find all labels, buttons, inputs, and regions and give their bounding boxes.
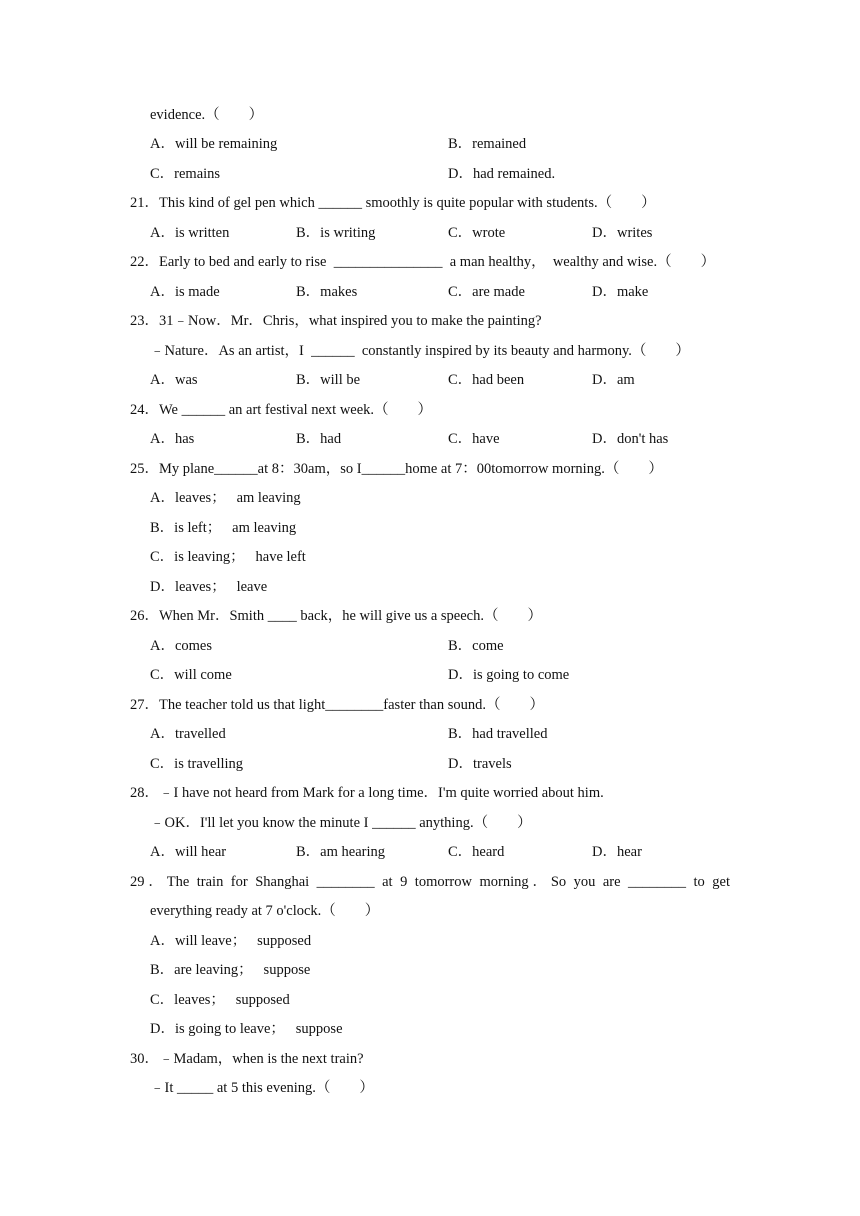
- q24-option-a[interactable]: A．has: [150, 431, 195, 447]
- q21-option-b[interactable]: B．is writing: [296, 225, 376, 241]
- q25-option-a[interactable]: A．leaves； am leaving: [150, 490, 301, 506]
- q30-stem: 30．﹣Madam，when is the next train?: [130, 1051, 364, 1067]
- q27-stem: 27．The teacher told us that light________faster than sound.（ ）: [130, 697, 544, 713]
- q23-stem-line2: ﹣Nature．As an artist，I ______ constantly inspired by its beauty and harmony.（ ）: [150, 343, 690, 359]
- q26-option-b[interactable]: B．come: [448, 638, 504, 654]
- q21-option-c[interactable]: C．wrote: [448, 225, 506, 241]
- q23-option-d[interactable]: D．am: [592, 372, 635, 388]
- q21-stem: 21．This kind of gel pen which ______ smoothly is quite popular with students.（ ）: [130, 195, 656, 211]
- q24-option-c[interactable]: C．have: [448, 431, 500, 447]
- q20-option-b[interactable]: B．remained: [448, 136, 527, 152]
- q27-option-a[interactable]: A．travelled: [150, 726, 226, 742]
- q28-stem: 28．﹣I have not heard from Mark for a long time．I'm quite worried about him.: [130, 785, 604, 801]
- q28-stem-line2: ﹣OK．I'll let you know the minute I ______ anything.（ ）: [150, 815, 532, 831]
- q24-option-d[interactable]: D．don't has: [592, 431, 669, 447]
- q26-option-a[interactable]: A．comes: [150, 638, 213, 654]
- q27-option-d[interactable]: D．travels: [448, 756, 512, 772]
- q27-option-c[interactable]: C．is travelling: [150, 756, 244, 772]
- q22-stem: 22．Early to bed and early to rise _______________ a man healthy， wealthy and wise.（ ）: [130, 254, 716, 270]
- q20-option-d[interactable]: D．had remained.: [448, 166, 556, 182]
- q24-stem: 24．We ______ an art festival next week.（ ）: [130, 402, 433, 418]
- q29-option-d[interactable]: D．is going to leave； suppose: [150, 1021, 343, 1037]
- q28-option-b[interactable]: B．am hearing: [296, 844, 385, 860]
- q29-option-b[interactable]: B．are leaving； suppose: [150, 962, 311, 978]
- q30-stem-line2: ﹣It _____ at 5 this evening.（ ）: [150, 1080, 374, 1096]
- q23-option-c[interactable]: C．had been: [448, 372, 525, 388]
- q28-option-a[interactable]: A．will hear: [150, 844, 227, 860]
- q29-option-c[interactable]: C．leaves； supposed: [150, 992, 290, 1008]
- q22-option-a[interactable]: A．is made: [150, 284, 220, 300]
- q20-option-a[interactable]: A．will be remaining: [150, 136, 278, 152]
- q26-option-d[interactable]: D．is going to come: [448, 667, 570, 683]
- q25-option-c[interactable]: C．is leaving； have left: [150, 549, 306, 565]
- q28-option-c[interactable]: C．heard: [448, 844, 505, 860]
- q27-option-b[interactable]: B．had travelled: [448, 726, 548, 742]
- q23-option-a[interactable]: A．was: [150, 372, 198, 388]
- q22-option-c[interactable]: C．are made: [448, 284, 525, 300]
- q24-option-b[interactable]: B．had: [296, 431, 342, 447]
- q20-option-c[interactable]: C．remains: [150, 166, 221, 182]
- q26-option-c[interactable]: C．will come: [150, 667, 232, 683]
- q25-option-d[interactable]: D．leaves； leave: [150, 579, 268, 595]
- q29-stem: 29．The train for Shanghai ________ at 9 tomorrow morning．So you are ________ to get: [130, 874, 730, 890]
- q26-stem: 26．When Mr．Smith ____ back，he will give us a speech.（ ）: [130, 608, 542, 624]
- q21-option-d[interactable]: D．writes: [592, 225, 653, 241]
- q29-stem-line2: everything ready at 7 o'clock.（ ）: [150, 903, 380, 919]
- q25-stem: 25．My plane______at 8：30am，so I______home at 7：00tomorrow morning.（ ）: [130, 461, 663, 477]
- q21-option-a[interactable]: A．is written: [150, 225, 230, 241]
- q23-stem: 23．31﹣Now．Mr．Chris，what inspired you to make the painting?: [130, 313, 542, 329]
- q28-option-d[interactable]: D．hear: [592, 844, 642, 860]
- q20-stem-continuation: evidence.（ ）: [150, 107, 264, 123]
- q29-option-a[interactable]: A．will leave； supposed: [150, 933, 312, 949]
- q22-option-d[interactable]: D．make: [592, 284, 649, 300]
- q22-option-b[interactable]: B．makes: [296, 284, 358, 300]
- q23-option-b[interactable]: B．will be: [296, 372, 361, 388]
- q25-option-b[interactable]: B．is left； am leaving: [150, 520, 297, 536]
